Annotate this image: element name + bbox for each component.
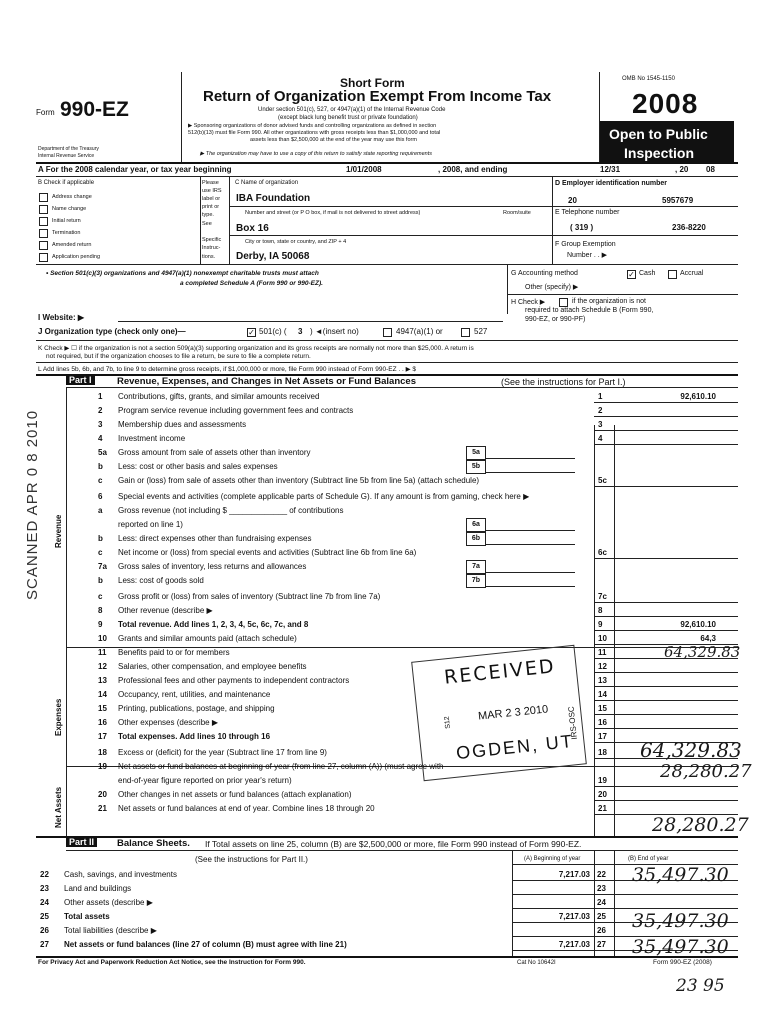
line-number: 8 [98,606,103,615]
line-box-number: 6c [598,548,607,557]
line-description: Contributions, gifts, grants, and similar amounts received [118,392,320,401]
open-public-label: Open to Public [609,126,708,142]
line-box-number: 9 [598,620,603,629]
line-description: Land and buildings [64,884,132,893]
line-number: 17 [98,732,107,741]
room-label: Room/suite [503,210,531,216]
divider [36,362,738,363]
divider [36,264,738,265]
privacy-notice: For Privacy Act and Paperwork Reduction Act Notice, see the Instruction for Form 990. [38,959,306,966]
line-box-number: 3 [598,420,603,429]
divider [614,425,615,836]
line-box-number: 24 [597,898,606,907]
line-box-number: 19 [598,776,607,785]
line-description: Gain or (loss) from sale of assets other than inventory (Subtract line 5b from line 5a) (attach schedule) [118,476,480,485]
divider [599,72,600,162]
website-field-line[interactable] [118,321,503,322]
divider [552,235,738,236]
divider [181,72,182,162]
line-number: 6 [98,492,103,501]
line-description: Special events and activities (complete applicable parts of Schedule G). If any amount is from gaming, check here ▶ [118,492,530,501]
line-number: 13 [98,676,107,685]
line-18-handwritten: 28,280.27 [660,761,752,782]
accrual-label: Accrual [680,270,704,277]
line-number: c [98,548,103,557]
line-number: 18 [98,748,107,757]
row-divider [594,416,738,417]
scanned-stamp: SCANNED APR 0 8 2010 [24,409,41,600]
inspection-label: Inspection [624,145,695,161]
short-form-label: Short Form [340,76,405,90]
dept-irs: Internal Revenue Service [38,153,95,159]
divider [594,425,595,836]
schedule-b-text-2: required to attach Schedule B (Form 990, [525,307,654,314]
501c-checkbox[interactable]: ✓ [248,328,255,337]
divider [614,850,615,956]
line-description: Total assets [64,912,110,921]
form-title: Return of Organization Exempt From Income Tax [203,88,552,105]
line-number: 11 [98,648,107,657]
line-number: b [98,462,103,471]
line-box-number: 18 [598,748,607,757]
part-2-title: Balance Sheets. [117,838,190,849]
row-divider [594,444,738,445]
inner-box: 5a [466,446,486,460]
row-divider [512,894,738,895]
line-description: Excess or (deficit) for the year (Subtract line 17 from line 9) [118,748,327,757]
line-amount[interactable]: 64,3 [700,634,716,643]
note-3: assets less than $2,500,000 at the end of the year may use this form [250,137,417,143]
col-a-header: (A) Beginning of year [524,856,581,862]
group-exemption-label: F Group Exemption [555,241,616,248]
inner-amount-field[interactable] [485,472,575,473]
line-box-number: 5c [598,476,607,485]
cash-checkbox[interactable]: ✓ [628,270,635,279]
row-divider [594,630,738,631]
ein-prefix: 20 [568,196,577,205]
please-label: See [202,221,212,227]
line-10-handwritten: 64,329.83 [664,643,741,661]
line-box-number: 14 [598,690,607,699]
row-divider [594,558,738,559]
line-22-handwritten: 35,497.30 [632,864,729,886]
divider [507,294,738,295]
line-box-number: 8 [598,606,603,615]
ein-value: 5957679 [662,196,694,205]
line-number: a [98,506,103,515]
please-label: label or [202,196,221,202]
line-a-end-year: 08 [706,165,715,174]
ein-label: D Employer identification number [555,180,668,187]
line-description: Membership dues and assessments [118,420,247,429]
dept-treasury: Department of the Treasury [38,146,99,152]
line-description: Professional fees and other payments to independent contractors [118,676,350,685]
line-description: Net income or (loss) from special events and activities (Subtract line 6b from line 6a) [118,548,417,557]
note-4: ▶ The organization may have to use a copy of this return to satisfy state reporting requirements [200,151,432,157]
line-a-begin: 1/01/2008 [346,165,382,174]
line-box-number: 7c [598,592,607,601]
name-change-checkbox[interactable] [39,205,48,214]
line-number: c [98,476,103,485]
tax-year: 2008 [632,88,699,119]
footer-form: Form 990-EZ (2008) [653,959,712,966]
divider [507,264,508,314]
divider [66,850,738,851]
row-divider [594,672,738,673]
note-2: 512(b)(13) must file Form 990. All other organizations with gross receipts less than $1,000,000 and total [188,130,441,136]
inner-box: 6b [466,532,486,546]
revenue-side-label: Revenue [54,514,63,548]
line-k-2: not required, but if the organization chooses to file a return, be sure to file a complete return. [46,353,311,360]
divider [594,850,595,956]
group-exemption-number: Number . . ▶ [567,252,608,259]
row-divider [594,430,738,431]
other-method-label: Other (specify) ▶ [525,284,579,291]
line-number: 24 [40,898,49,907]
divider [229,235,552,236]
4947-checkbox[interactable] [383,328,392,337]
line-box-number: 11 [598,648,607,657]
line-21-handwritten: 28,280.27 [652,814,749,836]
beginning-of-year-amount[interactable]: 7,217.03 [558,940,590,949]
line-number: 3 [98,420,103,429]
line-17-handwritten: 64,329.83 [640,738,742,762]
line-number: 1 [98,392,103,401]
schedule-b-checkbox[interactable] [559,298,568,307]
accrual-checkbox[interactable] [668,270,677,279]
row-divider [594,616,738,617]
phone-label: E Telephone number [555,209,620,216]
line-l: L Add lines 5b, 6b, and 7b, to line 9 to determine gross receipts, if $1,000,000 or more, file Form 990 instead of Form 990-EZ . . ▶ $ [38,366,416,373]
divider [229,206,552,207]
line-number: 9 [98,620,103,629]
line-box-number: 22 [597,870,606,879]
inner-box: 7a [466,560,486,574]
row-divider [594,728,738,729]
part-2-see: (See the instructions for Part II.) [195,855,308,864]
line-description: Program service revenue including government fees and contracts [118,406,354,415]
received-stamp-text: RECEIVED [443,655,557,689]
divider [36,162,738,164]
row-divider [594,402,738,403]
section-b-label: B Check if applicable [38,180,95,186]
line-box-number: 17 [598,732,607,741]
please-label: type. [202,212,214,218]
please-label: print or [202,204,220,210]
line-description: Gross profit or (loss) from sales of inventory (Subtract line 7b from line 7a) [118,592,381,601]
line-description: Salaries, other compensation, and employee benefits [118,662,307,671]
501c-number: 3 [298,327,303,336]
part-1-tag: Part I [66,375,95,385]
line-description: Net assets or fund balances (line 27 of column (B) must agree with line 21) [64,940,347,949]
net-assets-side-label: Net Assets [54,786,63,828]
527-label: 527 [474,327,488,336]
inner-box: 6a [466,518,486,532]
inner-box: 5b [466,460,486,474]
received-stamp-code: S12 [443,715,452,729]
line-number: 16 [98,718,107,727]
divider [512,850,513,956]
initial-return-label: Initial return [52,218,81,224]
line-number: 4 [98,434,103,443]
line-number: 19 [98,762,107,771]
form-number: 990-EZ [60,98,129,121]
line-number: 20 [98,790,107,799]
line-number: c [98,592,103,601]
4947-label: 4947(a)(1) or [396,327,443,336]
schedule-b-text-3: 990-EZ, or 990-PF) [525,316,586,323]
application-pending-label: Application pending [52,254,101,260]
line-description: Other expenses (describe ▶ [118,718,218,727]
expenses-side-label: Expenses [54,698,63,736]
received-stamp-date: MAR 2 3 2010 [477,703,549,723]
line-number: b [98,576,103,585]
line-box-number: 23 [597,884,606,893]
line-number: 15 [98,704,107,713]
subtitle-2: (except black lung benefit trust or private foundation) [278,115,418,121]
initial-return-checkbox[interactable] [39,217,48,226]
line-box-number: 10 [598,634,607,643]
line-box-number: 12 [598,662,607,671]
line-description: Total liabilities (describe ▶ [64,926,157,935]
divider [229,176,230,264]
line-description: Occupancy, rent, utilities, and maintenance [118,690,271,699]
line-description: Total revenue. Add lines 1, 2, 3, 4, 5c, 6c, 7c, and 8 [118,620,309,629]
divider [66,387,738,388]
please-label: use IRS [202,188,222,194]
divider [552,206,738,207]
line-a-mid: , 2008, and ending [438,165,508,174]
address-change-checkbox[interactable] [39,193,48,202]
line-25-handwritten: 35,497.30 [632,910,729,932]
website-label: I Website: ▶ [38,313,85,322]
line-27-handwritten: 35,497.30 [632,936,729,958]
line-box-number: 13 [598,676,607,685]
line-number: b [98,534,103,543]
divider [200,176,201,264]
inner-amount-field[interactable] [485,586,575,587]
please-label: Specific [202,237,222,243]
line-number: 23 [40,884,49,893]
divider [36,176,738,177]
line-description: Less: cost of goods sold [118,576,204,585]
phone-area: ( 319 ) [570,223,594,232]
page-handwritten: 23 95 [676,976,725,996]
received-stamp-irs: IRS-OSC [566,705,579,740]
line-box-number: 15 [598,704,607,713]
org-type-label: J Organization type (check only one)— [38,327,186,336]
line-description: Less: direct expenses other than fundraising expenses [118,534,312,543]
line-number: 7a [98,562,107,571]
divider [552,176,553,264]
row-divider [594,714,738,715]
line-number: 22 [40,870,49,879]
part-1-note: (See the instructions for Part I.) [501,377,626,387]
line-description: Other revenue (describe ▶ [118,606,213,615]
line-box-number: 16 [598,718,607,727]
divider [36,956,738,958]
form-prefix: Form [36,108,55,117]
street-value: Box 16 [236,223,269,234]
part-1-title: Revenue, Expenses, and Changes in Net Assets or Fund Balances [117,376,416,387]
line-box-number: 4 [598,434,603,443]
line-description: Total expenses. Add lines 10 through 16 [118,732,271,741]
org-name: IBA Foundation [236,193,311,204]
row-divider [594,602,738,603]
line-description: Other assets (describe ▶ [64,898,153,907]
accounting-method-label: G Accounting method [511,270,578,277]
line-box-number: 26 [597,926,606,935]
line-description: Gross revenue (not including $ _____________ of contributions [118,506,344,515]
line-number: 12 [98,662,107,671]
line-description: Printing, publications, postage, and shipping [118,704,275,713]
application-pending-checkbox[interactable] [39,253,48,262]
line-box-number: 1 [598,392,603,401]
line-k-1: K Check ▶ ☐ if the organization is not a section 509(a)(3) supporting organization and its gross receipts are normally not more than $25,000. A return is [38,345,474,352]
line-description: Cash, savings, and investments [64,870,177,879]
section-501-note-1: • Section 501(c)(3) organizations and 4947(a)(1) nonexempt charitable trusts must attach [46,270,319,277]
section-501-note-2: a completed Schedule A (Form 990 or 990-EZ). [180,280,323,287]
line-box-number: 2 [598,406,603,415]
amended-return-checkbox[interactable] [39,241,48,250]
line-description: Less: cost or other basis and sales expenses [118,462,278,471]
line-number: 10 [98,634,107,643]
row-divider [594,786,738,787]
line-description: Gross amount from sale of assets other than inventory [118,448,311,457]
schedule-b-text-1: if the organization is not [572,298,646,305]
line-number: 5a [98,448,107,457]
amended-return-label: Amended return [52,242,92,248]
org-name-label: C Name of organization [235,180,299,186]
line-box-number: 25 [597,912,606,921]
line-number: 2 [98,406,103,415]
line-amount[interactable]: 92,610.10 [680,620,716,629]
subtitle-1: Under section 501(c), 527, or 4947(a)(1) of the Internal Revenue Code [258,107,446,113]
termination-label: Termination [52,230,81,236]
line-box-number: 20 [598,790,607,799]
beginning-of-year-amount[interactable]: 7,217.03 [558,912,590,921]
beginning-of-year-amount[interactable]: 7,217.03 [558,870,590,879]
schedule-b-check: H Check ▶ [511,299,546,306]
line-description: Grants and similar amounts paid (attach schedule) [118,634,297,643]
please-label: tions. [202,254,216,260]
line-description: Net assets or fund balances at beginning of year (from line 27, column (A)) (must agree with [118,762,444,771]
line-number: 27 [40,940,49,949]
row-divider [512,908,738,909]
city-label: City or town, state or country, and ZIP + 4 [245,239,347,245]
street-label: Number and street (or P O box, if mail is not delivered to street address) [245,210,421,216]
divider [36,340,738,341]
line-box-number: 27 [597,940,606,949]
line-description: Benefits paid to or for members [118,648,230,657]
inner-amount-field[interactable] [485,572,575,573]
termination-checkbox[interactable] [39,229,48,238]
please-label: Instruc- [202,245,221,251]
line-box-number: 21 [598,804,607,813]
divider [66,387,67,837]
line-number: 21 [98,804,107,813]
line-description: reported on line 1) [118,520,183,529]
row-divider [594,700,738,701]
please-label: Please [202,180,219,186]
cat-number: Cat No 10642I [517,960,556,966]
address-change-label: Address change [52,194,92,200]
line-a-end: 12/31 [600,165,621,174]
line-description: Other changes in net assets or fund balances (attach explanation) [118,790,352,799]
insert-no-label: ) ◄(insert no) [310,327,359,336]
line-number: 26 [40,926,49,935]
inner-amount-field[interactable] [485,458,575,459]
527-checkbox[interactable] [461,328,470,337]
line-number: 25 [40,912,49,921]
received-stamp-city: OGDEN, UT [455,730,575,764]
cash-label: Cash [639,270,656,277]
inner-amount-field[interactable] [485,544,575,545]
part-2-note: If Total assets on line 25, column (B) are $2,500,000 or more, file Form 990 instead of Form 990-EZ. [205,839,582,849]
line-a-end-year-label: , 20 [675,165,689,174]
line-a-label: A For the 2008 calendar year, or tax year beginning [38,165,232,174]
row-divider [594,486,738,487]
part-2-tag: Part II [66,837,97,847]
name-change-label: Name change [52,206,87,212]
omb-number: OMB No 1545-1150 [622,76,675,82]
inner-amount-field[interactable] [485,530,575,531]
phone-value: 236-8220 [672,223,706,232]
row-divider [594,686,738,687]
col-b-header: (B) End of year [628,856,669,862]
inner-box: 7b [466,574,486,588]
line-amount[interactable]: 92,610.10 [680,392,716,401]
line-description: Investment income [118,434,186,443]
city-value: Derby, IA 50068 [236,251,310,262]
line-number: 14 [98,690,107,699]
line-description: Net assets or fund balances at end of year. Combine lines 18 through 20 [118,804,375,813]
line-description: end-of-year figure reported on prior year's return) [118,776,292,785]
note-1: ▶ Sponsoring organizations of donor advised funds and controlling organizations as defined in section [188,123,437,129]
line-description: Gross sales of inventory, less returns and allowances [118,562,307,571]
row-divider [594,800,738,801]
501c-label: 501(c) ( [259,327,287,336]
